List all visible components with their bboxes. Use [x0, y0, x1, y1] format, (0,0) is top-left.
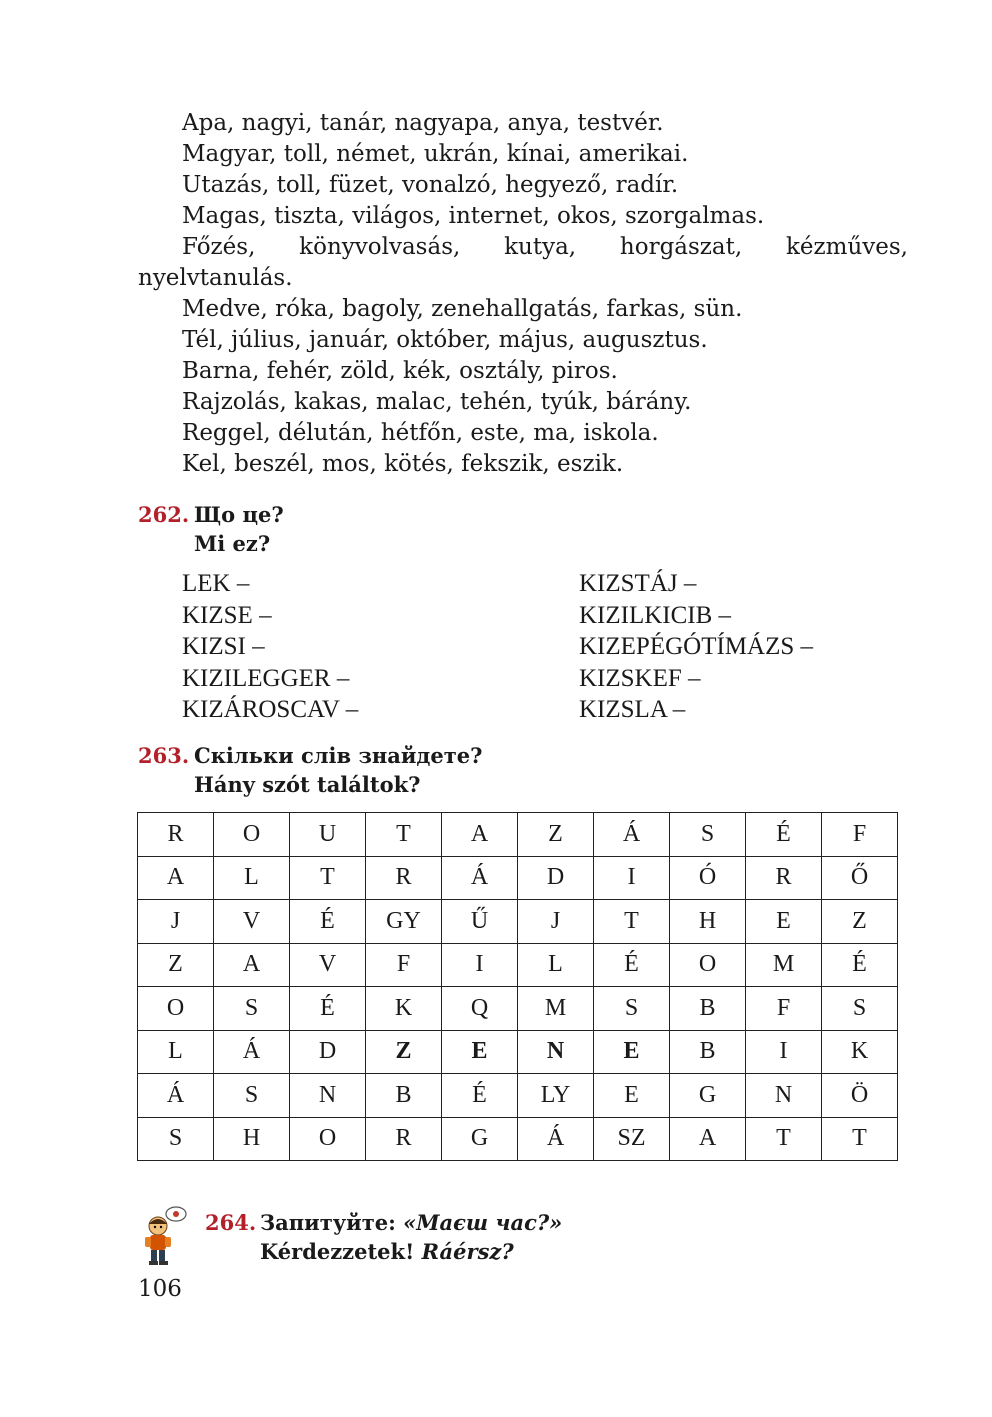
word-line: Magas, tiszta, világos, internet, okos, szorgalmas.	[182, 203, 765, 229]
grid-cell: I	[746, 1030, 822, 1074]
grid-cell: É	[746, 813, 822, 857]
grid-cell: S	[214, 987, 290, 1031]
exercise-title-ua: Запитуйте:	[260, 1210, 404, 1235]
grid-row	[138, 987, 898, 1031]
scrambled-word: LEK –	[182, 570, 250, 597]
exercise-title-ua: Скільки слів знайдете?	[194, 743, 483, 768]
grid-cell: O	[214, 813, 290, 857]
grid-row	[138, 1117, 898, 1161]
exercise-title-hu-quote: Ráérsz?	[421, 1239, 514, 1264]
grid-cell: B	[670, 1030, 746, 1074]
grid-cell: S	[138, 1117, 214, 1161]
grid-row	[138, 900, 898, 944]
grid-cell: Á	[518, 1117, 594, 1161]
grid-cell: LY	[518, 1074, 594, 1118]
scrambled-word: KIZSI –	[182, 633, 265, 660]
grid-cell: T	[366, 813, 442, 857]
grid-cell: A	[138, 856, 214, 900]
word-line: Apa, nagyi, tanár, nagyapa, anya, testvér.	[182, 110, 664, 136]
grid-cell: V	[290, 943, 366, 987]
word-line: Utazás, toll, füzet, vonalzó, hegyező, radír.	[182, 172, 679, 198]
grid-cell: D	[518, 856, 594, 900]
grid-cell: I	[442, 943, 518, 987]
grid-cell: Ö	[822, 1074, 898, 1118]
grid-cell: Z	[366, 1030, 442, 1074]
grid-cell: Ű	[442, 900, 518, 944]
word-line: Rajzolás, kakas, malac, tehén, tyúk, bárány.	[182, 389, 692, 415]
grid-cell: O	[290, 1117, 366, 1161]
grid-cell: Z	[822, 900, 898, 944]
grid-cell: R	[138, 813, 214, 857]
grid-cell: V	[214, 900, 290, 944]
grid-cell: U	[290, 813, 366, 857]
word-line: Tél, július, január, október, május, augusztus.	[182, 327, 708, 353]
scrambled-word: KIZSE –	[182, 601, 272, 629]
word-line: Kel, beszél, mos, kötés, fekszik, eszik.	[182, 451, 624, 477]
scrambled-words-left	[182, 568, 358, 726]
grid-cell: F	[746, 987, 822, 1031]
grid-cell: L	[138, 1030, 214, 1074]
exercise-264-heading	[205, 1208, 562, 1266]
grid-cell: É	[594, 943, 670, 987]
grid-cell: E	[746, 900, 822, 944]
grid-cell: F	[822, 813, 898, 857]
grid-cell: J	[518, 900, 594, 944]
grid-cell: H	[670, 900, 746, 944]
grid-cell: B	[366, 1074, 442, 1118]
grid-cell: T	[290, 856, 366, 900]
grid-cell: J	[138, 900, 214, 944]
grid-cell: S	[214, 1074, 290, 1118]
grid-cell: É	[290, 900, 366, 944]
scrambled-word: KIZSTÁJ –	[579, 570, 697, 597]
grid-cell: E	[594, 1074, 670, 1118]
grid-cell: L	[214, 856, 290, 900]
grid-cell: O	[138, 987, 214, 1031]
grid-cell: A	[670, 1117, 746, 1161]
scrambled-word: KIZILEGGER –	[182, 664, 350, 692]
grid-cell: B	[670, 987, 746, 1031]
grid-cell: Q	[442, 987, 518, 1031]
grid-cell: Á	[594, 813, 670, 857]
grid-cell: N	[518, 1030, 594, 1074]
grid-cell: Ó	[670, 856, 746, 900]
grid-cell: H	[214, 1117, 290, 1161]
grid-cell: R	[366, 1117, 442, 1161]
exercise-number: 264.	[205, 1210, 257, 1235]
grid-cell: E	[594, 1030, 670, 1074]
scrambled-word: KIZÁROSCAV –	[182, 696, 359, 723]
exercise-title-hu: Hány szót találtok?	[194, 772, 421, 797]
grid-cell: N	[746, 1074, 822, 1118]
scrambled-word: KIZEPÉGÓTÍMÁZS –	[579, 633, 814, 660]
grid-cell: T	[594, 900, 670, 944]
page-number: 106	[138, 1276, 182, 1302]
exercise-number: 263.	[138, 743, 190, 768]
grid-cell: Z	[518, 813, 594, 857]
grid-cell: G	[442, 1117, 518, 1161]
grid-cell: I	[594, 856, 670, 900]
grid-cell: S	[594, 987, 670, 1031]
grid-cell: É	[442, 1074, 518, 1118]
grid-cell: T	[822, 1117, 898, 1161]
grid-cell: T	[746, 1117, 822, 1161]
grid-cell: F	[366, 943, 442, 987]
grid-cell: N	[290, 1074, 366, 1118]
grid-cell: K	[366, 987, 442, 1031]
grid-cell: Á	[138, 1074, 214, 1118]
word-search-grid	[137, 812, 898, 1161]
grid-cell: Ő	[822, 856, 898, 900]
grid-cell: O	[670, 943, 746, 987]
grid-cell: K	[822, 1030, 898, 1074]
exercise-title-ua: Що це?	[194, 502, 284, 527]
grid-row	[138, 1074, 898, 1118]
scrambled-word: KIZSLA –	[579, 696, 686, 723]
scrambled-word: KIZILKICIB –	[579, 601, 732, 629]
grid-cell: G	[670, 1074, 746, 1118]
grid-cell: R	[366, 856, 442, 900]
grid-cell: E	[442, 1030, 518, 1074]
boy-with-speech-bubble-icon	[138, 1206, 188, 1266]
grid-cell: S	[670, 813, 746, 857]
grid-cell: S	[822, 987, 898, 1031]
word-line: Főzés, könyvolvasás, kutya, horgászat, kézműves, nyelvtanulás.	[138, 234, 908, 291]
grid-cell: M	[518, 987, 594, 1031]
word-lines	[138, 108, 908, 480]
exercise-number: 262.	[138, 502, 190, 527]
grid-cell: É	[822, 943, 898, 987]
grid-cell: D	[290, 1030, 366, 1074]
grid-cell: M	[746, 943, 822, 987]
exercise-title-hu: Mi ez?	[194, 531, 271, 556]
exercise-title-ua-quote: «Маєш час?»	[403, 1210, 563, 1235]
word-line: Reggel, délután, hétfőn, este, ma, iskola.	[182, 420, 659, 446]
grid-cell: L	[518, 943, 594, 987]
exercise-title-hu: Kérdezzetek!	[260, 1239, 422, 1264]
grid-cell: A	[442, 813, 518, 857]
grid-cell: Z	[138, 943, 214, 987]
scrambled-word: KIZSKEF –	[579, 664, 701, 692]
exercise-263-heading	[138, 741, 482, 799]
grid-row	[138, 943, 898, 987]
grid-cell: Á	[442, 856, 518, 900]
word-line: Medve, róka, bagoly, zenehallgatás, farkas, sün.	[182, 296, 743, 322]
grid-cell: GY	[366, 900, 442, 944]
grid-row	[138, 813, 898, 857]
word-line: Barna, fehér, zöld, kék, osztály, piros.	[182, 358, 618, 384]
grid-cell: R	[746, 856, 822, 900]
word-line: Magyar, toll, német, ukrán, kínai, amerikai.	[182, 141, 689, 167]
grid-row	[138, 1030, 898, 1074]
grid-cell: É	[290, 987, 366, 1031]
grid-cell: A	[214, 943, 290, 987]
grid-cell: SZ	[594, 1117, 670, 1161]
grid-row	[138, 856, 898, 900]
exercise-262-heading	[138, 500, 284, 558]
grid-cell: Á	[214, 1030, 290, 1074]
scrambled-words-right	[579, 568, 813, 726]
